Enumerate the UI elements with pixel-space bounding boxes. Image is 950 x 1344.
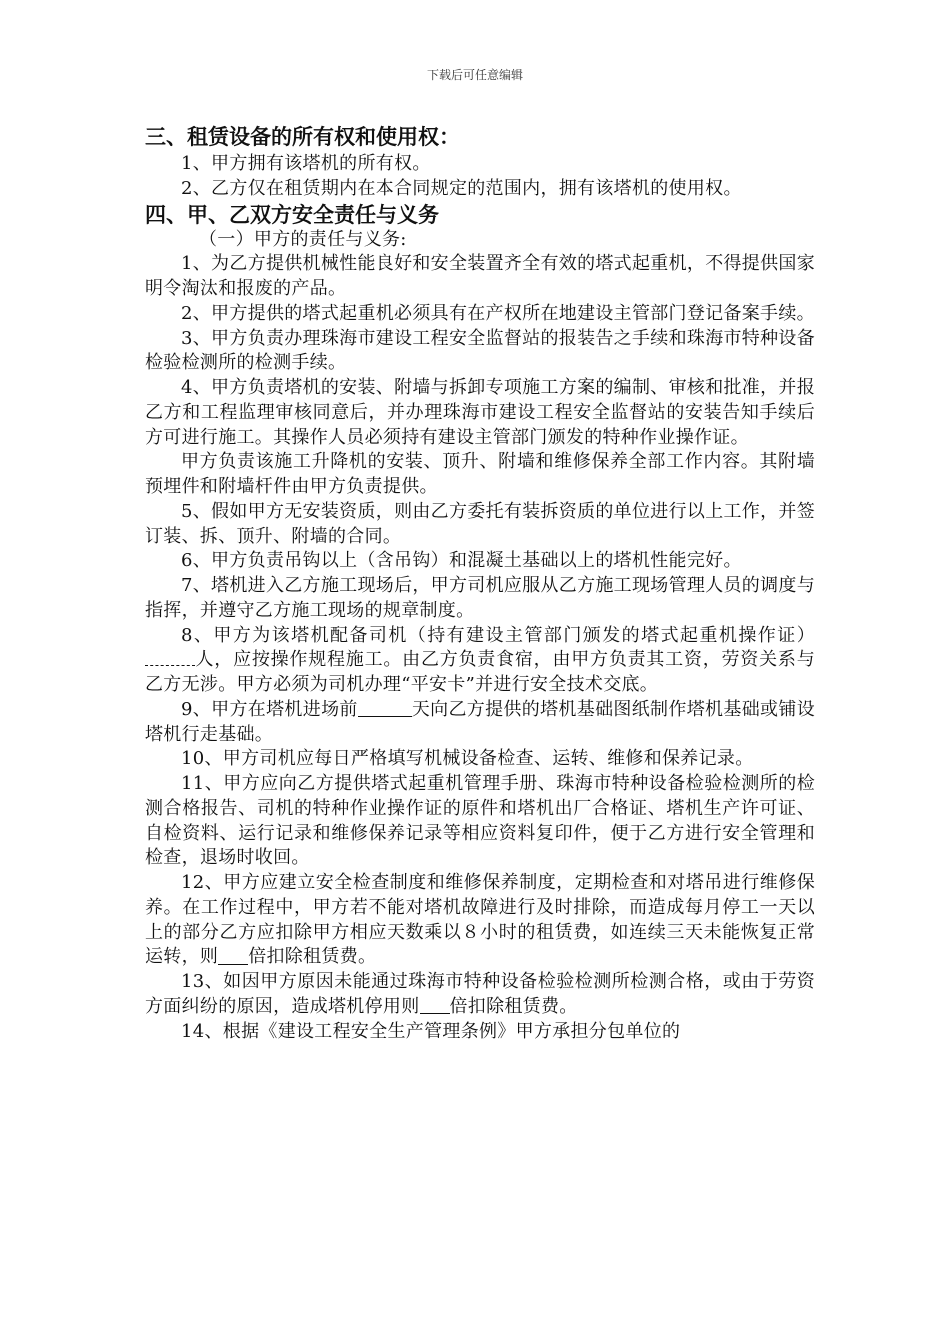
page-header: 下载后可任意编辑 [426,68,523,82]
section-4-item-7: 7、塔机进入乙方施工现场后，甲方司机应服从乙方施工现场管理人员的调度与指挥，并遵守乙方施工现场的规章制度。 [145,575,815,621]
section-4-item-4-continuation: 甲方负责该施工升降机的安装、顶升、附墙和维修保养全部工作内容。其附墙预埋件和附墙杆件由甲方负责提供。 [145,451,815,497]
section-4-item-9 [145,698,815,748]
multiplier-blank [218,946,248,965]
item-13-text-b: 倍扣除租赁费。 [449,995,578,1017]
section-4-item-4: 4、甲方负责塔机的安装、附墙与拆卸专项施工方案的编制、审核和批准，并报乙方和工程监理审核同意后，并办理珠海市建设工程安全监督站的安装告知手续后方可进行施工。其操作人员必须持有建设主管部门颁发的特种作业操作证。 [145,377,815,448]
item-12-text-b: 倍扣除租赁费。 [248,946,377,968]
section-4-item-2: 2、甲方提供的塔式起重机必须具有在产权所在地建设主管部门登记备案手续。 [181,302,815,324]
driver-count-blank [145,651,195,666]
section-4-item-5: 5、假如甲方无安装资质，则由乙方委托有装拆资质的单位进行以上工作，并签订装、拆、顶升、附墙的合同。 [145,500,815,547]
item-13-text-a: 13、如因甲方原因未能通过珠海市特种设备检验检测所检测合格，或由于劳资方面纠纷的原因，造成塔机停用则 [145,971,815,1017]
days-blank [358,698,412,717]
section-4-item-1: 1、为乙方提供机械性能良好和安全装置齐全有效的塔式起重机，不得提供国家明令淘汰和报废的产品。 [145,253,815,299]
section-4-item-13 [145,970,815,1020]
item-8-text-b: 人，应按操作规程施工。由乙方负责食宿，由甲方负责其工资，劳资关系与乙方无涉。甲方必须为司机办理“平安卡”并进行安全技术交底。 [145,649,815,695]
section-4-heading: 四、甲、乙双方安全责任与义务 [145,202,439,227]
section-4-item-12 [145,871,815,970]
item-8-text-a: 8、甲方为该塔机配备司机（持有建设主管部门颁发的塔式起重机操作证） [181,624,815,646]
section-4-item-10: 10、甲方司机应每日严格填写机械设备检查、运转、维修和保养记录。 [181,748,754,770]
multiplier-blank-2 [420,995,450,1014]
section-4-item-8 [145,624,815,698]
item-12-text-a: 12、甲方应建立安全检查制度和维修保养制度，定期检查和对塔吊进行维修保养。在工作过程中，甲方若不能对塔机故障进行及时排除，而造成每月停工一天以上的部分乙方应扣除甲方相应天数乘以８小时的租赁费，如连续三天未能恢复正常运转，则 [145,872,815,968]
section-3-item-2: 2、乙方仅在租赁期内在本合同规定的范围内，拥有该塔机的使用权。 [181,177,742,199]
section-4-subheading: （一）甲方的责任与义务: [199,228,407,250]
item-9-text-b: 天向乙方提供的塔机基础图纸制作塔机基础或铺设塔机行走基础。 [145,698,815,745]
item-9-text-a: 9、甲方在塔机进场前 [181,698,358,720]
section-4-item-11: 11、甲方应向乙方提供塔式起重机管理手册、珠海市特种设备检验检测所的检测合格报告、司机的特种作业操作证的原件和塔机出厂合格证、塔机生产许可证、自检资料、运行记录和维修保养记录等相应资料复印件，便于乙方进行安全管理和检查，退场时收回。 [145,773,815,869]
section-4-item-14: 14、根据《建设工程安全生产管理条例》甲方承担分包单位的 [181,1020,681,1042]
section-4-item-3: 3、甲方负责办理珠海市建设工程安全监督站的报装告之手续和珠海市特种设备检验检测所的检测手续。 [145,327,815,374]
document-body [145,124,815,1044]
section-3-item-1: 1、甲方拥有该塔机的所有权。 [181,153,431,174]
section-3-heading: 三、租赁设备的所有权和使用权： [145,125,460,149]
section-4-item-6: 6、甲方负责吊钩以上（含吊钩）和混凝土基础以上的塔机性能完好。 [181,550,742,572]
